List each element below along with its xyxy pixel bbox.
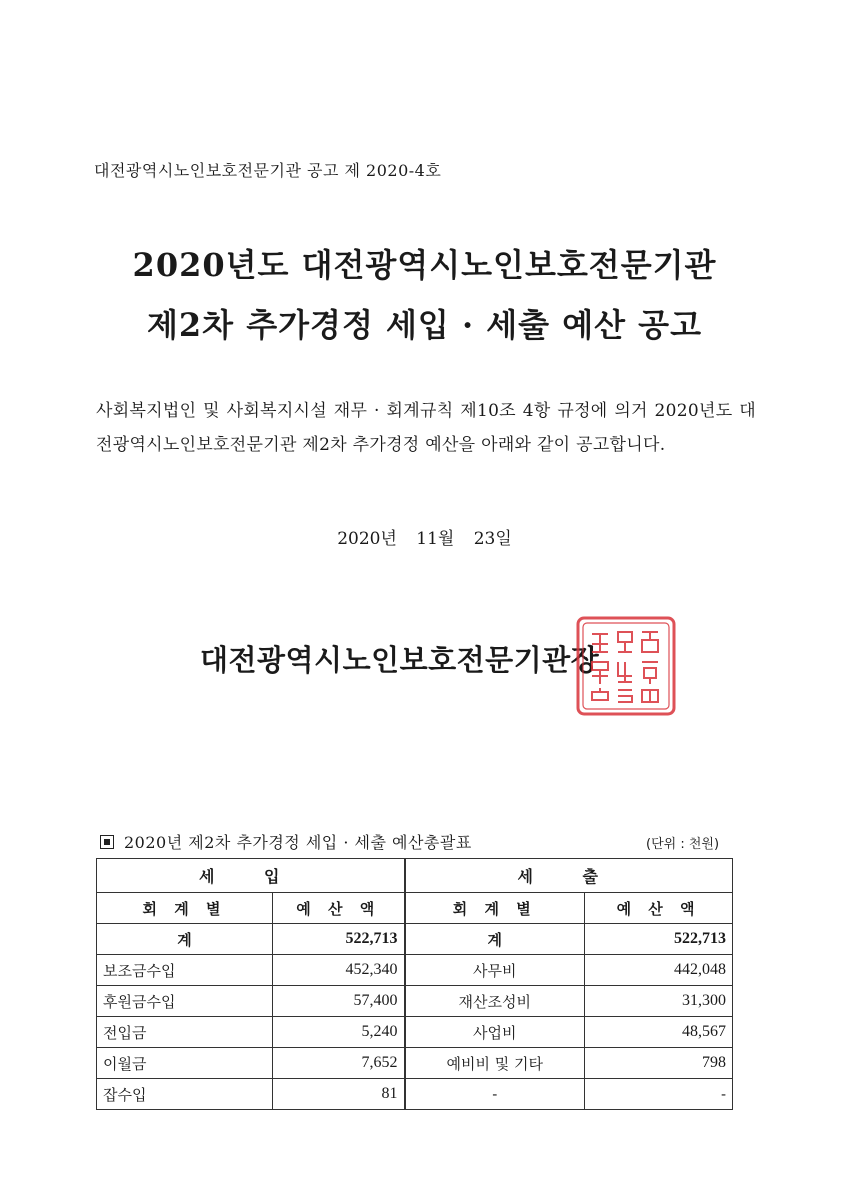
expense-amount: - xyxy=(585,1079,733,1110)
unit-note: (단위 : 천원) xyxy=(646,837,720,852)
table-caption xyxy=(100,830,472,853)
expense-amount: 31,300 xyxy=(585,986,733,1017)
expense-item: - xyxy=(405,1079,585,1110)
table-row xyxy=(97,1017,733,1048)
revenue-header: 세 입 xyxy=(97,859,405,893)
revenue-total-amount: 522,713 xyxy=(273,924,405,955)
expense-item: 사업비 xyxy=(405,1017,585,1048)
table-row xyxy=(97,1048,733,1079)
revenue-item: 후원금수입 xyxy=(97,986,273,1017)
signatory-name: 대전광역시노인보호전문기관장 xyxy=(200,643,600,677)
expense-total-label: 계 xyxy=(405,924,585,955)
revenue-total-label: 계 xyxy=(97,924,273,955)
revenue-amount-header: 예 산 액 xyxy=(273,893,405,924)
notice-date: 2020년 11월 23일 xyxy=(337,529,512,549)
expense-header: 세 출 xyxy=(405,859,733,893)
notice-body-text: 사회복지법인 및 사회복지시설 재무 · 회계규칙 제10조 4항 규정에 의거 2020년도 대전광역시노인보호전문기관 제2차 추가경정 예산을 아래와 같이 공고합니다. xyxy=(96,401,756,455)
revenue-amount: 5,240 xyxy=(273,1017,405,1048)
budget-summary-table xyxy=(96,858,733,1110)
revenue-amount: 57,400 xyxy=(273,986,405,1017)
square-bullet-icon xyxy=(100,835,114,849)
revenue-item: 이월금 xyxy=(97,1048,273,1079)
table-row xyxy=(97,955,733,986)
revenue-account-header: 회 계 별 xyxy=(97,893,273,924)
expense-amount-header: 예 산 액 xyxy=(585,893,733,924)
expense-item: 예비비 및 기타 xyxy=(405,1048,585,1079)
notice-number: 대전광역시노인보호전문기관 공고 제 2020-4호 xyxy=(94,161,442,180)
table-row xyxy=(97,1079,733,1110)
expense-total-amount: 522,713 xyxy=(585,924,733,955)
table-column-header-row xyxy=(97,893,733,924)
expense-amount: 442,048 xyxy=(585,955,733,986)
revenue-item: 보조금수입 xyxy=(97,955,273,986)
table-caption-text: 2020년 제2차 추가경정 세입 · 세출 예산총괄표 xyxy=(124,833,472,852)
revenue-amount: 81 xyxy=(273,1079,405,1110)
document-title-line-2: 제2차 추가경정 세입 · 세출 예산 공고 xyxy=(146,306,703,344)
table-group-header-row xyxy=(97,859,733,893)
revenue-amount: 452,340 xyxy=(273,955,405,986)
expense-amount: 48,567 xyxy=(585,1017,733,1048)
revenue-item: 전입금 xyxy=(97,1017,273,1048)
expense-amount: 798 xyxy=(585,1048,733,1079)
table-row xyxy=(97,986,733,1017)
revenue-item: 잡수입 xyxy=(97,1079,273,1110)
expense-account-header: 회 계 별 xyxy=(405,893,585,924)
revenue-amount: 7,652 xyxy=(273,1048,405,1079)
expense-item: 사무비 xyxy=(405,955,585,986)
table-total-row xyxy=(97,924,733,955)
official-seal-stamp xyxy=(574,614,678,718)
document-title-line-1: 2020년도 대전광역시노인보호전문기관 xyxy=(132,246,717,284)
expense-item: 재산조성비 xyxy=(405,986,585,1017)
